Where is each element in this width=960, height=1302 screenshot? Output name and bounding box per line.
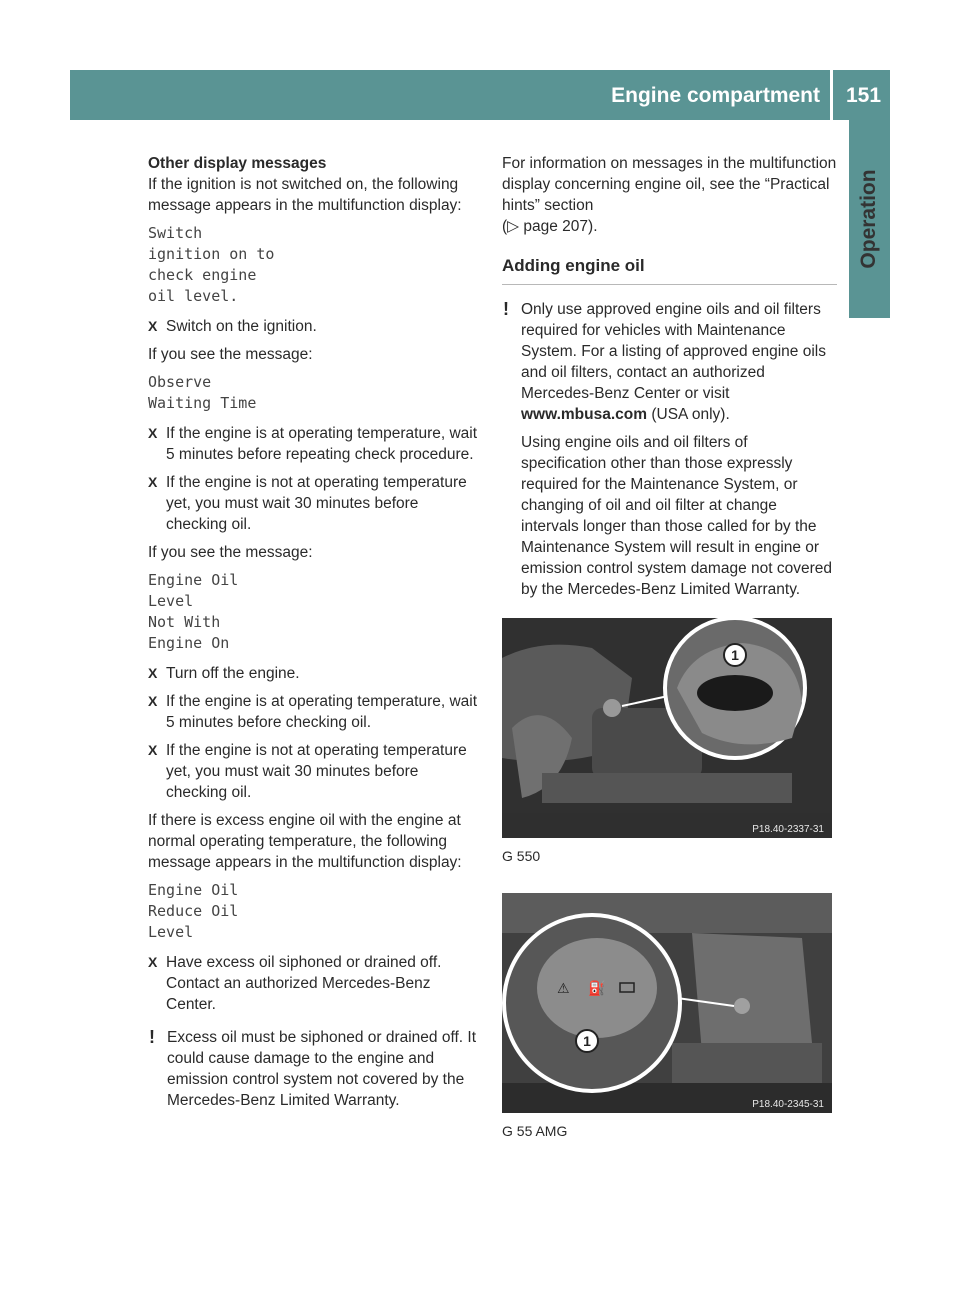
display-message-3 (148, 570, 483, 654)
excess-oil-text: If there is excess engine oil with the engine at normal operating temperature, the following message appears in the multifunction display: (148, 812, 462, 871)
x-step-marker-icon: X (148, 665, 158, 681)
x-step-marker-icon: X (148, 954, 158, 970)
figure-caption: G 550 (502, 848, 541, 864)
warning-text: Excess oil must be siphoned or drained off. It could cause damage to the engine and emission control system not covered by the Mercedes-Benz Limited Warranty. (167, 1029, 477, 1109)
display-line: ignition on to (148, 245, 275, 263)
info-text: For information on messages in the multifunction display concerning engine oil, see the “Practical hints” section (502, 155, 837, 214)
mbusa-link[interactable]: www.mbusa.com (521, 406, 648, 423)
warning-note (148, 1027, 483, 1111)
section-title: Engine compartment (611, 84, 820, 107)
oil-filler-cap (734, 998, 750, 1014)
oil-can-icon: ⛽ (588, 981, 606, 997)
step-text: Have excess oil siphoned or drained off. Contact an authorized Mercedes-Benz Center. (166, 954, 442, 1013)
side-tab (849, 120, 890, 318)
engine-illustration (502, 618, 832, 838)
display-line: Level (148, 592, 194, 610)
figure-code: P18.40-2337-31 (752, 824, 824, 835)
warning-text-part: (USA only). (651, 406, 730, 423)
engine-part (542, 773, 792, 803)
warning-text-part: Only use approved engine oils and oil filters required for vehicles with Maintenance System. For a listing of approved engine oils and oil filters, contact an authorized Mercedes-Benz Center or visit (521, 301, 826, 402)
figure-code: P18.40-2345-31 (752, 1099, 824, 1110)
engine-part (692, 933, 812, 1053)
step-item (148, 740, 483, 803)
display-line: Engine On (148, 634, 230, 652)
step-text: If the engine is at operating temperature, wait 5 minutes before repeating check procedure. (166, 425, 478, 463)
x-step-marker-icon: X (148, 693, 158, 709)
exclamation-icon: ! (503, 299, 509, 319)
step-item (148, 663, 483, 684)
step-text: If the engine is at operating temperature, wait 5 minutes before checking oil. (166, 693, 478, 731)
exclamation-icon: ! (149, 1027, 155, 1047)
warning-triangle-icon: ⚠ (557, 981, 570, 997)
see-message-text: If you see the message: (148, 346, 313, 363)
page-reference: (▷ page 207). (502, 218, 598, 235)
display-line: Switch (148, 224, 203, 242)
display-line: check engine (148, 266, 257, 284)
heading-other-display-messages: Other display messages (148, 155, 327, 172)
engine-part (672, 1043, 822, 1083)
display-line: Engine Oil (148, 571, 239, 589)
step-item (148, 952, 483, 1015)
header-divider (830, 70, 833, 120)
x-step-marker-icon: X (148, 742, 158, 758)
step-item (148, 472, 483, 535)
page-number: 151 (846, 84, 882, 107)
engine-photo-g550 (502, 618, 832, 838)
header-bar (70, 70, 890, 120)
display-line: Reduce Oil (148, 902, 239, 920)
display-line: Observe (148, 373, 212, 391)
step-text: If the engine is not at operating temperature yet, you must wait 30 minutes before checking oil. (166, 474, 467, 533)
engine-illustration (502, 893, 832, 1113)
intro-text: If the ignition is not switched on, the following message appears in the multifunction display: (148, 176, 462, 214)
warning-note (502, 299, 837, 600)
step-text: If the engine is not at operating temperature yet, you must wait 30 minutes before checking oil. (166, 742, 467, 801)
x-step-marker-icon: X (148, 474, 158, 490)
step-item (148, 423, 483, 465)
side-tab-label: Operation (857, 169, 880, 269)
oil-cap-detail (697, 675, 773, 711)
step-text: Switch on the ignition. (166, 318, 317, 335)
see-message-text: If you see the message: (148, 544, 313, 561)
warning-text (521, 299, 837, 425)
figure-caption: G 55 AMG (502, 1123, 568, 1139)
oil-filler-cap (603, 699, 621, 717)
step-item (148, 691, 483, 733)
display-line: Waiting Time (148, 394, 257, 412)
display-line: Engine Oil (148, 881, 239, 899)
step-item (148, 316, 483, 337)
x-step-marker-icon: X (148, 318, 158, 334)
display-message-1 (148, 223, 483, 307)
callout-number: 1 (731, 647, 739, 663)
display-message-2 (148, 372, 483, 414)
display-line: Not With (148, 613, 221, 631)
x-step-marker-icon: X (148, 425, 158, 441)
display-line: Level (148, 923, 194, 941)
callout-number: 1 (583, 1033, 591, 1049)
heading-adding-engine-oil: Adding engine oil (502, 255, 837, 285)
display-message-4 (148, 880, 483, 943)
right-column (502, 153, 837, 1142)
warning-text: Using engine oils and oil filters of specification other than those expressly required for the Maintenance System, or changing of oil and oil filter at change intervals longer than those called for by the Maintenance System will result in engine or emission control system damage not covered by the Mercedes-Benz Limited Warranty. (521, 434, 833, 598)
left-column (148, 153, 483, 1118)
display-line: oil level. (148, 287, 239, 305)
step-text: Turn off the engine. (166, 665, 300, 682)
engine-photo-g55amg (502, 893, 832, 1113)
